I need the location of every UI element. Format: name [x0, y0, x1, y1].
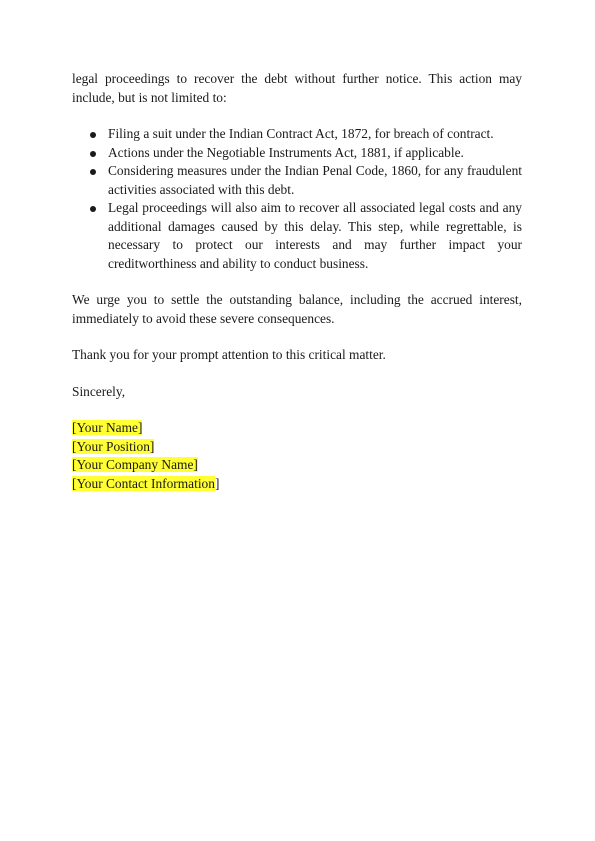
- signature-name: Your Name: [76, 420, 138, 435]
- signature-block: [72, 419, 522, 493]
- signature-name-line: [Your Name]: [72, 420, 143, 435]
- list-item-text: Filing a suit under the Indian Contract Act, 1872, for breach of contract.: [108, 126, 494, 141]
- signature-company-line: [Your Company Name]: [72, 457, 198, 472]
- intro-paragraph: legal proceedings to recover the debt without further notice. This action may include, but is not limited to:: [72, 71, 522, 105]
- signature-company: Your Company Name: [76, 457, 194, 472]
- list-item-text: Actions under the Negotiable Instruments Act, 1881, if applicable.: [108, 144, 464, 160]
- list-item: [72, 199, 522, 273]
- signature-position: Your Position: [76, 438, 150, 454]
- bullet-icon: [90, 169, 96, 175]
- closing-salutation: Sincerely,: [72, 383, 126, 399]
- list-item: [72, 144, 522, 163]
- signature-contact: Your Contact Information: [76, 475, 215, 491]
- consequences-list: [72, 125, 522, 273]
- letter-body: [72, 70, 522, 493]
- list-item: [72, 125, 522, 144]
- bullet-icon: [90, 132, 96, 138]
- signature-contact-line: [Your Contact Information]: [72, 475, 220, 491]
- list-item-text: Considering measures under the Indian Penal Code, 1860, for any fraudulent activities associated with this debt.: [108, 163, 522, 197]
- thanks-paragraph: Thank you for your prompt attention to this critical matter.: [72, 347, 386, 362]
- bullet-icon: [90, 151, 96, 157]
- bullet-icon: [90, 206, 96, 212]
- list-item-text: Legal proceedings will also aim to recover all associated legal costs and any additional damages caused by this delay. This step, while regrettable, is necessary to protect our interests and may further impact your creditworthiness and ability to conduct business.: [108, 200, 522, 271]
- signature-position-line: [Your Position]: [72, 438, 155, 454]
- list-item: [72, 162, 522, 199]
- urge-paragraph: We urge you to settle the outstanding balance, including the accrued interest, immediately to avoid these severe consequences.: [72, 292, 522, 326]
